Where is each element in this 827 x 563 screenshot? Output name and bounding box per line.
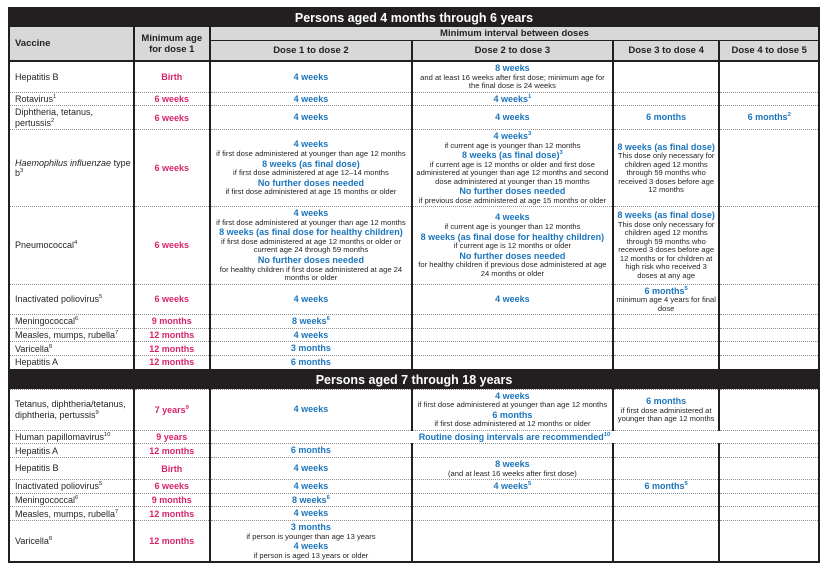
interval-value: 4 weeks	[495, 112, 530, 123]
interval-value: 6 months$^5$	[644, 285, 688, 296]
table-row	[9, 480, 819, 494]
interval-note: if current age is younger than 12 months	[444, 140, 581, 150]
interval-note: if first dose administered at 12 months or older	[434, 419, 591, 429]
cell-dose-interval-4	[719, 284, 819, 315]
interval-value: 4 weeks	[293, 208, 329, 219]
column-header-dose-4: Dose 4 to dose 5	[719, 41, 819, 62]
cell-dose-interval-2	[412, 328, 613, 342]
interval-note: for healthy children if first dose administered at age 24 months or older	[219, 264, 403, 283]
interval-value: No further doses needed	[459, 186, 566, 197]
cell-dose-interval-4	[719, 315, 819, 329]
column-header-row	[9, 27, 819, 41]
interval-value: No further doses needed	[257, 177, 364, 188]
interval-value: 4 weeks	[293, 93, 329, 104]
column-header-dose-1: Dose 1 to dose 2	[210, 41, 412, 62]
cell-vaccine-name	[9, 315, 134, 329]
cell-dose-interval-1	[210, 458, 412, 480]
vaccine-name-text: Meningococcal	[15, 316, 76, 327]
footnote-superscript: 6	[326, 316, 330, 323]
table-row	[9, 315, 819, 329]
cell-min-age: 6 weeks	[134, 284, 210, 315]
cell-dose-interval-4	[719, 207, 819, 284]
interval-value: 8 weeks$^6$	[292, 494, 330, 505]
interval-note: for healthy children if previous dose administered at age 24 months or older	[418, 260, 607, 278]
vaccine-name-text: Meningococcal	[15, 494, 76, 505]
vaccine-name-text: Hepatitis A	[15, 357, 59, 368]
cell-vaccine-name	[9, 129, 134, 206]
cell-min-age: 6 weeks	[134, 207, 210, 284]
table-row	[9, 520, 819, 562]
cell-min-age: 12 months	[134, 328, 210, 342]
footnote-superscript: 7	[115, 508, 119, 515]
interval-value: 8 weeks (as final dose for healthy children)	[219, 227, 403, 238]
interval-value: 6 months$^5$	[644, 481, 688, 492]
cell-dose-interval-3	[613, 315, 720, 329]
interval-note: and at least 16 weeks after first dose; minimum age for the final dose is 24 weeks	[420, 72, 605, 91]
cell-dose-interval-4	[719, 520, 819, 562]
cell-dose-interval-2	[412, 356, 613, 370]
cell-dose-interval-4	[719, 61, 819, 92]
cell-dose-interval-1	[210, 92, 412, 106]
cell-dose-interval-3	[613, 356, 720, 370]
table-row	[9, 92, 819, 106]
table-row	[9, 328, 819, 342]
section-title: Persons aged 7 through 18 years	[9, 370, 819, 390]
interval-note: if current age is 12 months or older and first dose administered at younger than age 12 months and second dose administered at younger than 15 months	[416, 159, 609, 186]
cell-dose-interval-2	[412, 129, 613, 206]
cell-vaccine-name	[9, 389, 134, 430]
vaccine-name-text: Inactivated poliovirus	[15, 294, 100, 305]
interval-value: 4 weeks	[293, 71, 329, 82]
table-row	[9, 507, 819, 521]
cell-dose-interval-1	[210, 284, 412, 315]
footnote-superscript: 3	[20, 168, 24, 175]
cell-dose-interval-2	[412, 106, 613, 130]
footnote-superscript: 1	[53, 93, 57, 100]
cell-dose-interval-4	[719, 480, 819, 494]
cell-dose-interval-2	[412, 480, 613, 494]
section-bar	[9, 370, 819, 390]
footnote-superscript: 5	[684, 285, 688, 292]
cell-dose-interval-3	[613, 284, 720, 315]
table-row	[9, 458, 819, 480]
footnote-superscript: 2	[51, 117, 55, 124]
footnote-superscript: 4	[74, 240, 78, 247]
column-header-interval: Minimum interval between doses	[210, 27, 819, 41]
interval-value: 6 months	[290, 445, 331, 456]
cell-dose-interval-3	[613, 328, 720, 342]
cell-min-age: 12 months	[134, 356, 210, 370]
interval-value: 3 months	[290, 521, 331, 532]
cell-dose-interval-3	[613, 507, 720, 521]
cell-dose-interval-2	[412, 458, 613, 480]
interval-note: if current age is younger than 12 months	[444, 222, 581, 232]
interval-value: 6 months	[646, 112, 687, 123]
interval-value: 4 weeks	[293, 481, 329, 492]
cell-vaccine-name	[9, 328, 134, 342]
cell-min-age: 7 years$^9$	[134, 389, 210, 430]
cell-vaccine-name	[9, 430, 134, 444]
cell-min-age: Birth	[134, 61, 210, 92]
vaccine-name-text: Measles, mumps, rubella	[15, 329, 116, 340]
cell-min-age: Birth	[134, 458, 210, 480]
interval-value: 4 weeks	[293, 508, 329, 519]
cell-dose-interval-4	[719, 92, 819, 106]
cell-dose-interval-3	[613, 129, 720, 206]
cell-vaccine-name	[9, 207, 134, 284]
footnote-superscript: 5	[99, 294, 103, 301]
vaccine-name-text: Hepatitis A	[15, 445, 59, 456]
schedule-table	[8, 7, 820, 563]
cell-dose-interval-2	[412, 444, 613, 458]
cell-vaccine-name	[9, 520, 134, 562]
interval-value: 8 weeks	[495, 459, 530, 470]
cell-dose-interval-4	[719, 458, 819, 480]
interval-value: 4 weeks$^5$	[493, 481, 532, 492]
table-row	[9, 284, 819, 315]
vaccine-name-text: Varicella	[15, 343, 49, 354]
interval-value: 4 weeks	[495, 390, 530, 401]
footnote-superscript: 10	[104, 431, 111, 438]
table-row	[9, 61, 819, 92]
table-row	[9, 129, 819, 206]
interval-value: 8 weeks	[495, 63, 530, 73]
interval-value: 8 weeks$^6$	[292, 316, 330, 327]
vaccine-name-text: Human papillomavirus	[15, 431, 105, 442]
interval-value: 4 weeks	[293, 404, 329, 415]
interval-note: if person is aged 13 years or older	[253, 550, 369, 560]
interval-value: 8 weeks (as final dose)	[617, 141, 715, 152]
footnote-superscript: 10	[603, 431, 611, 438]
cell-dose-interval-4	[719, 507, 819, 521]
table-row	[9, 356, 819, 370]
cell-dose-interval-2	[412, 342, 613, 356]
cell-min-age: 6 weeks	[134, 129, 210, 206]
vaccine-name-text: Rotavirus	[15, 93, 54, 104]
cell-dose-interval-3	[613, 480, 720, 494]
cell-dose-interval-1	[210, 129, 412, 206]
cell-dose-interval-3	[613, 61, 720, 92]
cell-dose-interval-1	[210, 480, 412, 494]
cell-min-age: 12 months	[134, 507, 210, 521]
cell-dose-interval-3	[613, 342, 720, 356]
cell-dose-interval-3	[613, 444, 720, 458]
cell-min-age: 12 months	[134, 444, 210, 458]
footnote-superscript: 8	[48, 343, 53, 350]
cell-vaccine-name	[9, 356, 134, 370]
cell-dose-interval-1	[210, 342, 412, 356]
column-header-dose-3: Dose 3 to dose 4	[613, 41, 720, 62]
interval-value: 6 months$^2$	[747, 112, 791, 123]
cell-dose-interval-4	[719, 129, 819, 206]
cell-dose-interval-4	[719, 342, 819, 356]
vaccine-name-text: Measles, mumps, rubella	[15, 508, 116, 519]
cell-dose-interval-1	[210, 61, 412, 92]
cell-dose-interval-1	[210, 207, 412, 284]
cell-vaccine-name	[9, 493, 134, 507]
cell-min-age: 9 months	[134, 493, 210, 507]
interval-value: 8 weeks (as final dose)	[262, 158, 360, 169]
cell-min-age: 6 weeks	[134, 92, 210, 106]
interval-value: 4 weeks	[293, 294, 329, 305]
interval-value: No further doses needed	[459, 250, 566, 261]
cell-dose-interval-4	[719, 389, 819, 430]
cell-vaccine-name	[9, 284, 134, 315]
cell-dose-interval-4	[719, 356, 819, 370]
interval-value: 4 weeks	[293, 463, 329, 474]
interval-value: 6 months	[646, 395, 687, 406]
cell-dose-interval-2	[412, 61, 613, 92]
interval-note: if person is younger than age 13 years	[246, 531, 376, 541]
cell-dose-interval-1	[210, 356, 412, 370]
interval-value: 8 weeks (as final dose)$^3$	[462, 150, 563, 161]
interval-note: if current age is 12 months or older	[453, 241, 572, 251]
interval-note: if first dose administered at younger than age 12 months	[617, 405, 715, 424]
cell-dose-interval-2	[412, 507, 613, 521]
table-row	[9, 493, 819, 507]
cell-dose-interval-2	[412, 315, 613, 329]
vaccine-name-text: type b	[15, 157, 131, 179]
table-row	[9, 207, 819, 284]
cell-dose-interval-2	[412, 284, 613, 315]
footnote-superscript: 5	[528, 481, 532, 488]
interval-value: Routine dosing intervals are recommended$^{10}$	[418, 431, 611, 442]
footnote-superscript: 8	[48, 535, 53, 542]
interval-note: if first dose administered at age 15 months or older	[225, 187, 397, 197]
vaccine-name-text: Pneumococcal	[15, 240, 75, 251]
cell-min-age: 9 years	[134, 430, 210, 444]
cell-vaccine-name	[9, 61, 134, 92]
table-row	[9, 342, 819, 356]
section-bar	[9, 8, 819, 27]
interval-value: 4 weeks	[293, 139, 329, 150]
cell-min-age: 6 weeks	[134, 480, 210, 494]
footnote-superscript: 9	[185, 404, 189, 411]
interval-value: 4 weeks	[293, 112, 329, 123]
footnote-superscript: 2	[787, 112, 791, 119]
vaccine-name-text: Hepatitis B	[15, 463, 59, 474]
cell-dose-interval-3	[613, 458, 720, 480]
vaccine-name-text: Tetanus, diphtheria/tetanus, diphtheria, pertussis	[15, 399, 126, 420]
interval-note: if first dose administered at younger than age 12 months	[417, 400, 608, 410]
vaccine-name-italic: Haemophilus influenzae	[15, 157, 112, 168]
cell-dose-interval-2	[412, 389, 613, 430]
footnote-superscript: 6	[75, 494, 79, 501]
table-row	[9, 430, 819, 444]
footnote-superscript: 3	[559, 150, 563, 157]
column-header-dose-2: Dose 2 to dose 3	[412, 41, 613, 62]
cell-dose-interval-3	[613, 207, 720, 284]
cell-dose-interval-1	[210, 430, 819, 444]
interval-value: 6 months	[290, 357, 331, 367]
interval-value: 8 weeks (as final dose)	[617, 210, 715, 221]
interval-value: 6 months	[492, 409, 533, 420]
interval-value: 8 weeks (as final dose for healthy children)	[420, 231, 605, 242]
cell-min-age: 6 weeks	[134, 106, 210, 130]
interval-note: if first dose administered at younger than age 12 months	[216, 149, 406, 159]
interval-note: if first dose administered at younger than age 12 months	[216, 217, 406, 227]
footnote-superscript: 5	[99, 481, 103, 488]
cell-dose-interval-2	[412, 493, 613, 507]
interval-value: No further doses needed	[257, 254, 364, 265]
footnote-superscript: 7	[115, 329, 119, 336]
cell-dose-interval-4	[719, 328, 819, 342]
footnote-superscript: 6	[326, 494, 330, 501]
interval-value: 4 weeks	[293, 329, 329, 340]
cell-vaccine-name	[9, 444, 134, 458]
cell-dose-interval-2	[412, 92, 613, 106]
footnote-superscript: 9	[95, 409, 99, 416]
table-row	[9, 444, 819, 458]
cell-vaccine-name	[9, 342, 134, 356]
interval-value: 4 weeks$^1$	[493, 93, 532, 104]
interval-note: This dose only necessary for children aged 12 months through 59 months who received 3 doses before age 12 months	[617, 151, 715, 195]
cell-dose-interval-4	[719, 444, 819, 458]
cell-dose-interval-1	[210, 389, 412, 430]
cell-dose-interval-1	[210, 328, 412, 342]
interval-value: 4 weeks$^3$	[493, 130, 532, 141]
cell-vaccine-name	[9, 480, 134, 494]
footnote-superscript: 3	[528, 130, 532, 137]
cell-dose-interval-2	[412, 520, 613, 562]
cell-dose-interval-3	[613, 106, 720, 130]
interval-value: 3 months	[290, 343, 331, 354]
cell-dose-interval-2	[412, 207, 613, 284]
cell-vaccine-name	[9, 507, 134, 521]
interval-value: 4 weeks	[495, 294, 530, 305]
table-row	[9, 389, 819, 430]
cell-dose-interval-4	[719, 493, 819, 507]
cell-min-age: 12 months	[134, 520, 210, 562]
column-header-vaccine: Vaccine	[9, 27, 134, 61]
cell-dose-interval-3	[613, 520, 720, 562]
vaccine-name-text: Diphtheria, tetanus, pertussis	[15, 107, 94, 128]
cell-dose-interval-1	[210, 444, 412, 458]
cell-dose-interval-1	[210, 520, 412, 562]
interval-note: This dose only necessary for children aged 12 months through 59 months who received 3 doses before age 12 months or for children at high risk who received 3 doses at any age	[617, 219, 715, 280]
vaccine-name-text: Hepatitis B	[15, 71, 59, 82]
interval-note: minimum age 4 years for final dose	[616, 295, 716, 313]
cell-dose-interval-1	[210, 493, 412, 507]
cell-dose-interval-1	[210, 315, 412, 329]
cell-dose-interval-1	[210, 106, 412, 130]
column-header-min-age: Minimum age for dose 1	[134, 27, 210, 61]
cell-min-age: 12 months	[134, 342, 210, 356]
cell-vaccine-name	[9, 458, 134, 480]
interval-value: 4 weeks	[495, 212, 530, 223]
cell-vaccine-name	[9, 92, 134, 106]
interval-value: 4 weeks	[293, 541, 329, 552]
vaccine-name-text: Varicella	[15, 535, 49, 546]
footnote-superscript: 1	[528, 93, 532, 100]
cell-dose-interval-3	[613, 493, 720, 507]
cell-dose-interval-1	[210, 507, 412, 521]
cell-vaccine-name	[9, 106, 134, 130]
section-title: Persons aged 4 months through 6 years	[9, 8, 819, 27]
interval-note: if first dose administered at age 12 months or older or current age 24 through 59 months	[221, 236, 401, 255]
table-row	[9, 106, 819, 130]
interval-note: if previous dose administered at age 15 months or older	[418, 195, 607, 205]
cell-dose-interval-4	[719, 106, 819, 130]
cell-dose-interval-3	[613, 389, 720, 430]
vaccine-name-text: Inactivated poliovirus	[15, 481, 100, 492]
interval-note: if first dose administered at age 12–14 months	[233, 168, 389, 178]
cell-min-age: 9 months	[134, 315, 210, 329]
interval-note: (and at least 16 weeks after first dose)	[448, 468, 577, 478]
footnote-superscript: 5	[684, 481, 688, 488]
footnote-superscript: 6	[75, 316, 79, 323]
cell-dose-interval-3	[613, 92, 720, 106]
